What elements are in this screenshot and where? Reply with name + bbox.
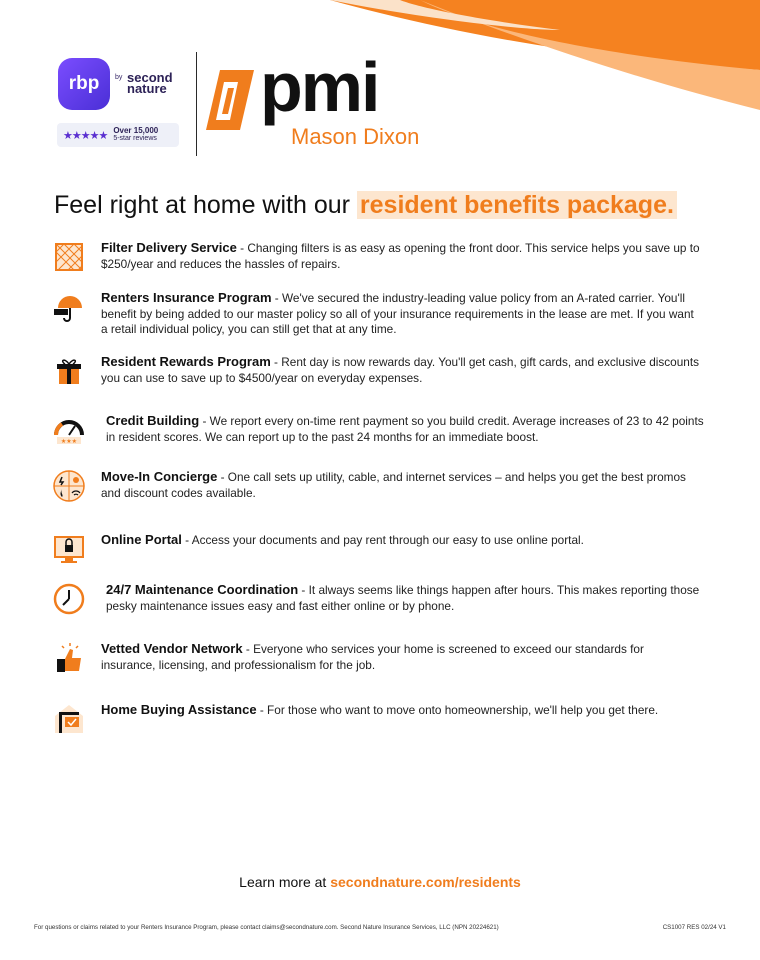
headline-prefix: Feel right at home with our [54, 191, 357, 219]
gift-icon [52, 354, 86, 388]
reviews-caption: 5-star reviews [113, 135, 157, 142]
benefit-text: Online Portal - Access your documents and pay rent through our easy to use online portal. [101, 532, 584, 547]
pmi-mark-icon [206, 68, 256, 132]
rbp-logo-text: rbp [68, 73, 100, 94]
benefit-description: We report every on-time rent payment so you build credit. Average increases of 23 to 42 points in resident scores. We can report up to the past 24 months for an immediate boost. [106, 414, 704, 444]
clock-icon [52, 582, 86, 616]
svg-text:★★★: ★★★ [60, 438, 78, 445]
by-text: by [115, 74, 123, 81]
reviews-text [113, 127, 158, 143]
pmi-wordmark: pmi [260, 48, 379, 126]
benefit-text: Move-In Concierge - One call sets up utility, cable, and internet services – and helps you get the best promos and discount codes available. [101, 469, 686, 500]
gauge-icon [52, 413, 86, 447]
benefit-text: Filter Delivery Service - Changing filters is as easy as opening the front door. This service helps you save up to $250/year and reduces the hassles of repairs. [101, 240, 700, 271]
benefit-text: Renters Insurance Program - We've secured the industry-leading value policy from an A-rated carrier. You'll benefit by being added to our master policy so all of your insurance requirements in the lease are met. If you want a retail individual policy, you can still get that at any time. [101, 290, 694, 336]
benefit-title: Move-In Concierge [101, 469, 218, 484]
benefit-description: For those who want to move onto homeownership, we'll help you get there. [267, 703, 659, 717]
benefit-title: Home Buying Assistance [101, 702, 257, 717]
monitor-lock-icon [52, 532, 86, 566]
learn-more-prefix: Learn more at [239, 874, 331, 890]
footer-disclaimer: For questions or claims related to your Renters Insurance Program, please contact claims@secondnature.com. Second Nature Insurance Services, LLC (NPN 20224621) [34, 924, 499, 931]
page-title [54, 191, 677, 220]
reviews-count: Over 15,000 [113, 126, 159, 135]
header [0, 0, 760, 170]
benefit-title: Credit Building [106, 413, 200, 428]
headline-highlight: resident benefits package. [357, 191, 677, 219]
logo-divider [196, 52, 197, 156]
benefit-description: Everyone who services your home is screened to exceed our standards for insurance, licensing, and professionalism for the job. [101, 642, 644, 672]
benefit-description: One call sets up utility, cable, and internet services – and helps you get the best promos and discount codes available. [101, 470, 686, 500]
pmi-subtitle: Mason Dixon [291, 124, 420, 149]
benefit-description: It always seems like things happen after hours. This makes reporting those pesky maintenance issues easy and fast either online or by phone. [106, 583, 700, 613]
learn-more [0, 874, 760, 890]
star-rating-icon: ★★★★★ [63, 129, 108, 142]
benefit-text: Resident Rewards Program - Rent day is now rewards day. You'll get cash, gift cards, and exclusive discounts you can use to save up to $4500/year on everyday expenses. [101, 354, 700, 385]
benefit-title: Resident Rewards Program [101, 354, 271, 369]
benefit-title: Vetted Vendor Network [101, 641, 243, 656]
benefit-text: Home Buying Assistance - For those who want to move onto homeownership, we'll help you get there. [101, 702, 659, 717]
benefit-description: Changing filters is as easy as opening the front door. This service helps you save up to $250/year and reduces the hassles of repairs. [101, 241, 700, 271]
benefit-title: Renters Insurance Program [101, 290, 272, 305]
umbrella-icon [52, 290, 86, 324]
thumbs-up-icon [52, 641, 86, 675]
benefit-description: Access your documents and pay rent through our easy to use online portal. [191, 533, 584, 547]
second-nature-wordmark: second nature [127, 70, 173, 96]
benefit-title: Online Portal [101, 532, 182, 547]
reviews-badge [57, 123, 179, 147]
footer-code: CS1007 RES 02/24 V1 [662, 924, 726, 931]
learn-more-link[interactable]: secondnature.com/residents [330, 874, 521, 890]
benefit-title: 24/7 Maintenance Coordination [106, 582, 299, 597]
house-sign-icon [52, 702, 86, 736]
benefit-text: 24/7 Maintenance Coordination - It always seems like things happen after hours. This makes reporting those pesky maintenance issues easy and fast either online or by phone. [106, 582, 700, 613]
benefit-description: Rent day is now rewards day. You'll get cash, gift cards, and exclusive discounts you can use to save up to $4500/year on everyday expenses. [101, 355, 700, 385]
benefit-description: We've secured the industry-leading value policy from an A-rated carrier. You'll benefit by being added to our master policy so all of your insurance requirements in the lease are met. If you want a retail individual policy, you can still get that at any time. [101, 291, 694, 336]
benefit-text: Vetted Vendor Network - Everyone who services your home is screened to exceed our standards for insurance, licensing, and professionalism for the job. [101, 641, 644, 672]
benefit-text: Credit Building - We report every on-time rent payment so you build credit. Average increases of 23 to 42 points in resident scores. We can report up to the past 24 months for an immediate boost. [106, 413, 704, 444]
filter-icon [52, 240, 86, 274]
rbp-logo [58, 58, 110, 110]
benefit-title: Filter Delivery Service [101, 240, 237, 255]
utilities-icon [52, 469, 86, 503]
